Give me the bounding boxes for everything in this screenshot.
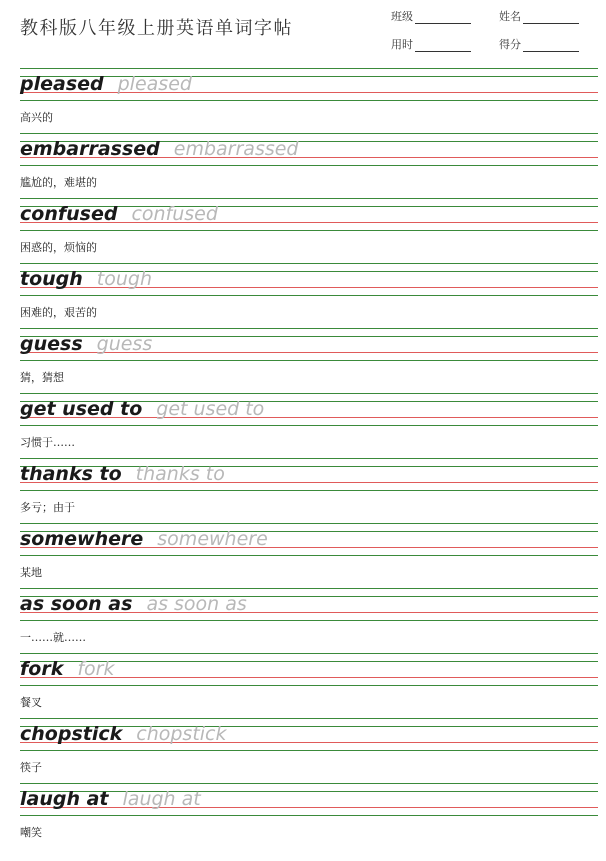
vocab-word bbox=[20, 719, 227, 749]
word-text: pleased bbox=[20, 73, 104, 95]
time-label: 用时 bbox=[391, 38, 413, 51]
class-blank bbox=[415, 13, 471, 24]
word-entry bbox=[0, 133, 606, 198]
guide-line-bottom bbox=[20, 555, 598, 556]
word-text: guess bbox=[20, 333, 83, 355]
guide-line-bottom bbox=[20, 815, 598, 816]
word-text: somewhere bbox=[20, 528, 144, 550]
score-field bbox=[499, 36, 579, 52]
word-tracing: thanks to bbox=[135, 463, 225, 485]
vocab-word bbox=[20, 524, 268, 554]
word-entry bbox=[0, 263, 606, 328]
word-tracing: guess bbox=[96, 333, 153, 355]
vocab-word bbox=[20, 654, 114, 684]
word-entry bbox=[0, 653, 606, 718]
class-label: 班级 bbox=[391, 10, 413, 23]
score-label: 得分 bbox=[499, 38, 521, 51]
time-blank bbox=[415, 41, 471, 52]
word-meaning: 筷子 bbox=[20, 761, 42, 774]
word-meaning: 困惑的，烦恼的 bbox=[20, 241, 97, 254]
word-tracing: somewhere bbox=[157, 528, 268, 550]
time-field bbox=[391, 36, 471, 52]
guide-line-bottom bbox=[20, 620, 598, 621]
guide-line-bottom bbox=[20, 100, 598, 101]
vocab-word bbox=[20, 329, 152, 359]
word-tracing: confused bbox=[131, 203, 218, 225]
word-meaning: 猜，猜想 bbox=[20, 371, 64, 384]
word-text: embarrassed bbox=[20, 138, 160, 160]
word-meaning: 嘲笑 bbox=[20, 826, 42, 839]
word-entry bbox=[0, 718, 606, 783]
name-blank bbox=[523, 13, 579, 24]
word-entry bbox=[0, 588, 606, 653]
word-meaning: 高兴的 bbox=[20, 111, 53, 124]
vocab-word bbox=[20, 589, 247, 619]
vocab-word bbox=[20, 69, 192, 99]
word-tracing: get used to bbox=[156, 398, 265, 420]
word-entry bbox=[0, 198, 606, 263]
word-meaning: 困难的，艰苦的 bbox=[20, 306, 97, 319]
word-tracing: laugh at bbox=[122, 788, 201, 810]
name-label: 姓名 bbox=[499, 10, 521, 23]
vocab-word bbox=[20, 134, 299, 164]
name-field bbox=[499, 8, 579, 24]
word-meaning: 某地 bbox=[20, 566, 42, 579]
word-entry bbox=[0, 458, 606, 523]
class-field bbox=[391, 8, 471, 24]
word-tracing: fork bbox=[77, 658, 115, 680]
vocab-word bbox=[20, 394, 264, 424]
word-entry bbox=[0, 393, 606, 458]
word-text: confused bbox=[20, 203, 118, 225]
word-tracing: chopstick bbox=[136, 723, 227, 745]
vocab-word bbox=[20, 264, 152, 294]
vocab-word bbox=[20, 784, 201, 814]
guide-line-bottom bbox=[20, 750, 598, 751]
word-meaning: 餐叉 bbox=[20, 696, 42, 709]
guide-line-bottom bbox=[20, 230, 598, 231]
vocab-word bbox=[20, 459, 225, 489]
worksheet-title: 教科版八年级上册英语单词字帖 bbox=[20, 18, 293, 39]
word-entry bbox=[0, 68, 606, 133]
word-meaning: 尴尬的，难堪的 bbox=[20, 176, 97, 189]
guide-line-bottom bbox=[20, 165, 598, 166]
word-entry bbox=[0, 328, 606, 393]
guide-line-bottom bbox=[20, 360, 598, 361]
vocab-word bbox=[20, 199, 218, 229]
word-text: chopstick bbox=[20, 723, 123, 745]
word-meaning: 一……就…… bbox=[20, 631, 86, 644]
word-tracing: pleased bbox=[117, 73, 192, 95]
word-text: laugh at bbox=[20, 788, 109, 810]
word-meaning: 习惯于…… bbox=[20, 436, 75, 449]
word-meaning: 多亏；由于 bbox=[20, 501, 75, 514]
guide-line-bottom bbox=[20, 685, 598, 686]
word-tracing: embarrassed bbox=[173, 138, 299, 160]
word-text: as soon as bbox=[20, 593, 133, 615]
word-tracing: as soon as bbox=[146, 593, 247, 615]
word-tracing: tough bbox=[96, 268, 153, 290]
word-text: tough bbox=[20, 268, 83, 290]
guide-line-bottom bbox=[20, 490, 598, 491]
word-text: get used to bbox=[20, 398, 143, 420]
word-entry bbox=[0, 783, 606, 848]
score-blank bbox=[523, 41, 579, 52]
guide-line-bottom bbox=[20, 425, 598, 426]
word-entry bbox=[0, 523, 606, 588]
word-text: fork bbox=[20, 658, 64, 680]
word-text: thanks to bbox=[20, 463, 122, 485]
guide-line-bottom bbox=[20, 295, 598, 296]
